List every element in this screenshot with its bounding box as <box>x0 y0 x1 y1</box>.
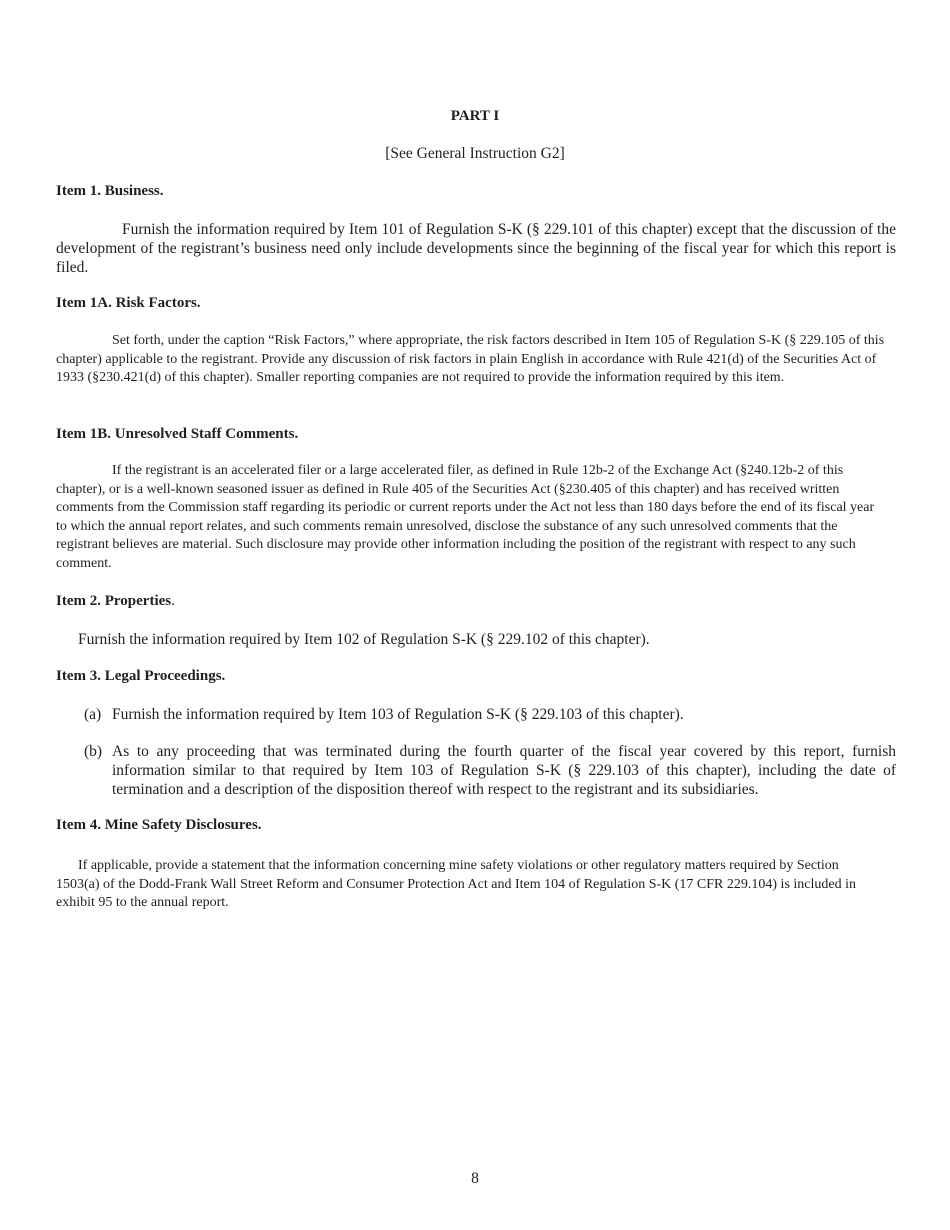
item-3-b-marker: (b) <box>84 743 103 760</box>
item-4-heading: Item 4. Mine Safety Disclosures. <box>56 817 262 833</box>
item-2-heading-label: Item 2. Properties <box>56 593 172 609</box>
item-1b-heading: Item 1B. Unresolved Staff Comments. <box>56 426 299 442</box>
item-1a-heading: Item 1A. Risk Factors. <box>56 295 201 311</box>
item-3-a-marker: (a) <box>84 706 102 723</box>
item-2-heading <box>56 593 175 610</box>
general-instruction-note: [See General Instruction G2] <box>385 145 565 162</box>
item-3-b-text: As to any proceeding that was terminated during the fourth quarter of the fiscal year covered by this report, furnish information similar to that required by Item 103 of Regulation S-K (§ 229.103 of this chapter), including the date of termination and a description of the disposition thereof with respect to the registrant and its subsidiaries. <box>112 743 896 798</box>
item-3-heading: Item 3. Legal Proceedings. <box>56 668 226 684</box>
item-3-list-item-b <box>84 742 896 799</box>
item-2-text: Furnish the information required by Item 102 of Regulation S-K (§ 229.102 of this chapter). <box>78 631 650 648</box>
part-title: PART I <box>450 108 500 124</box>
item-1a-text: Set forth, under the caption “Risk Factors,” where appropriate, the risk factors described in Item 105 of Regulation S-K (§ 229.105 of this chapter) applicable to the registrant. Provide any discussion of risk factors in plain English in accordance with Rule 421(d) of the Securities Act of 1933 (§230.421(d) of this chapter). Smaller reporting companies are not required to provide the information required by this item. <box>56 333 885 386</box>
item-4-text: If applicable, provide a statement that the information concerning mine safety violations or other regulatory matters required by Section 1503(a) of the Dodd-Frank Wall Street Reform and Consumer Protection Act and Item 104 of Regulation S-K (17 CFR 229.104) is included in exhibit 95 to the annual report. <box>56 858 856 911</box>
item-1-heading: Item 1. Business. <box>56 183 164 199</box>
item-1-text: Furnish the information required by Item 101 of Regulation S-K (§ 229.101 of this chapter) except that the discussion of the development of the registrant’s business need only include developments since the beginning of the fiscal year for which this report is filed. <box>56 221 896 276</box>
item-3-list-item-a <box>84 705 896 724</box>
page-number: 8 <box>471 1170 479 1187</box>
item-3-a-text: Furnish the information required by Item 103 of Regulation S-K (§ 229.103 of this chapter). <box>112 706 684 723</box>
item-1b-text: If the registrant is an accelerated filer or a large accelerated filer, as defined in Rule 12b-2 of the Exchange Act (§240.12b-2 of this chapter), or is a well-known seasoned issuer as defined in Rule 405 of the Securities Act (§230.405 of this chapter) and has received written comments from the Commission staff regarding its periodic or current reports under the Act not less than 180 days before the end of its fiscal year to which the annual report relates, and such comments remain unresolved, disclose the substance of any such unresolved comments that the registrant believes are material. Such disclosure may provide other information including the position of the registrant with respect to any such comment. <box>56 463 875 571</box>
item-2-heading-period: . <box>171 593 175 609</box>
